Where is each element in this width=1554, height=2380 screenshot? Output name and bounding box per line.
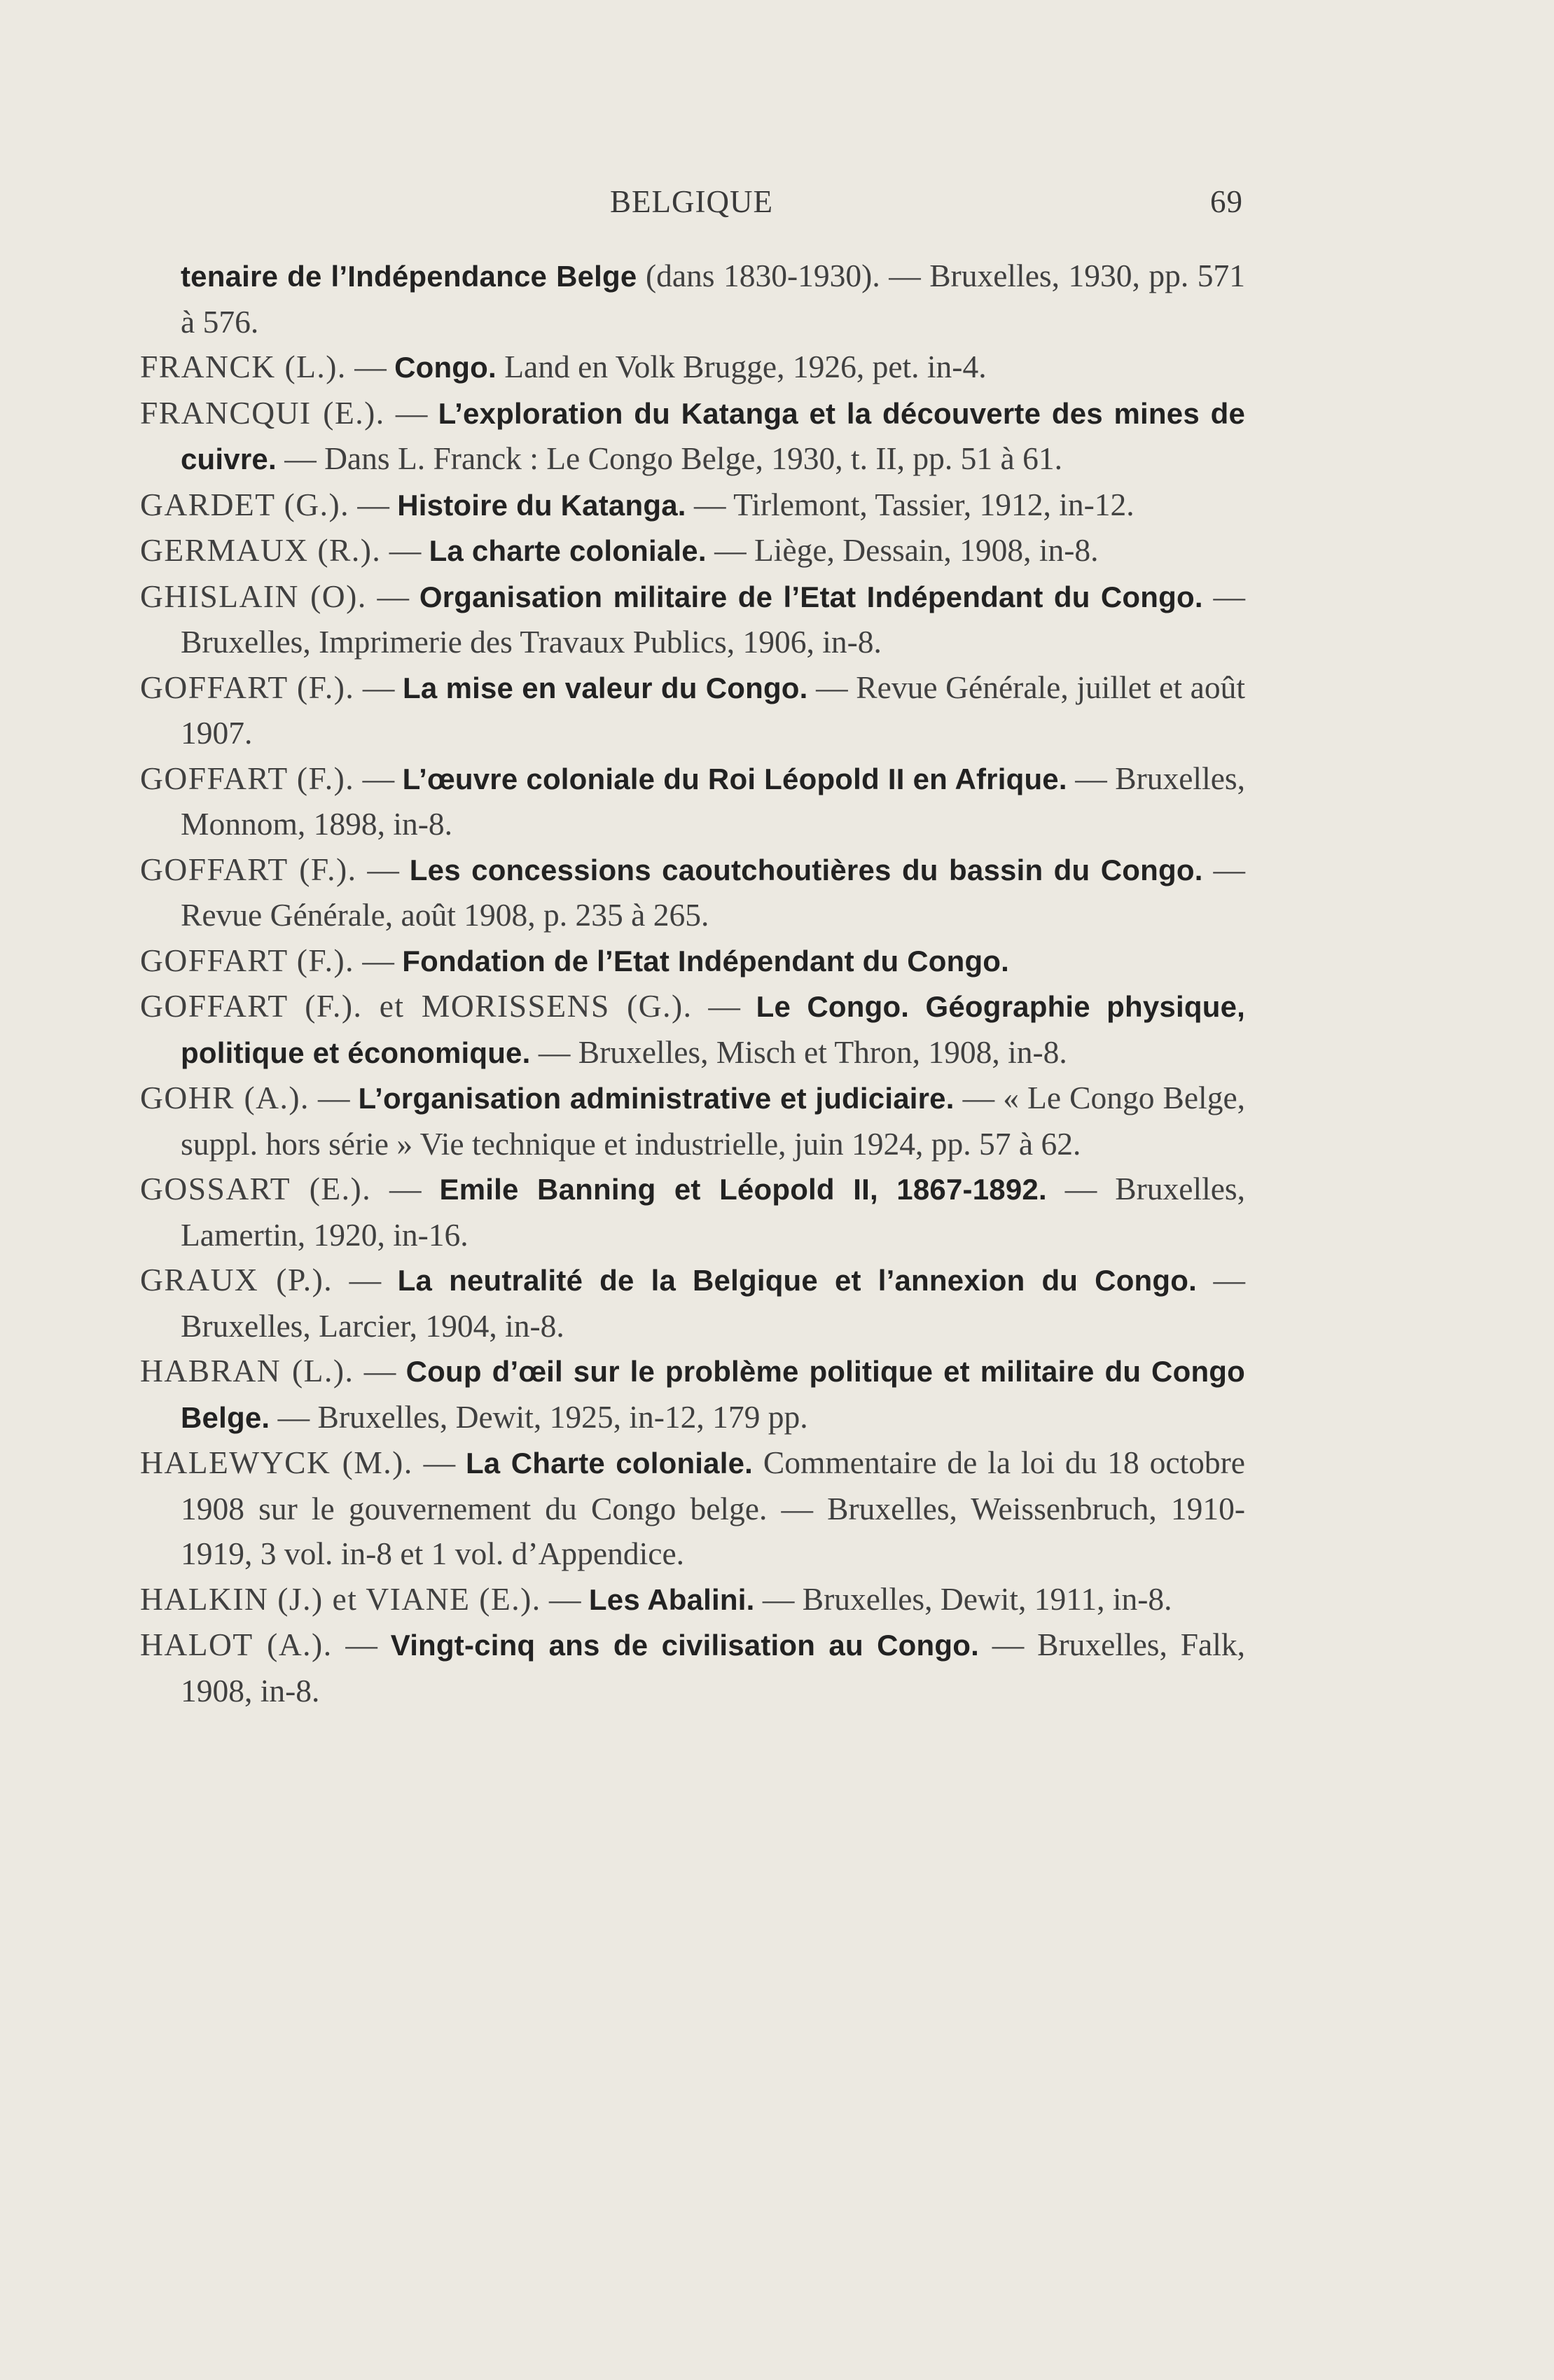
entry-details: — Bruxelles, Lamertin, 1920, in-16. (181, 1171, 1246, 1253)
entry-title: Fondation de l’Etat Indépendant du Congo. (402, 944, 1010, 977)
entry-author: GARDET (G.). (140, 486, 349, 522)
bibliography-entry: GOHR (A.). — L’organisation administrative et judiciaire. — « Le Congo Belge, suppl. hors série » Vie technique et industrielle, juin 1924, pp. 57 à 62. (140, 1080, 1246, 1162)
entry-details: (dans 1830-1930). — Bruxelles, 1930, pp. 571 à 576. (181, 258, 1245, 340)
entry-author: HALEWYCK (M.). (140, 1445, 413, 1480)
bibliography-entry: GOSSART (E.). — Emile Banning et Léopold II, 1867-1892. — Bruxelles, Lamertin, 1920, in-16. (140, 1171, 1246, 1253)
entry-details: Land en Volk Brugge, 1926, pet. in-4. (496, 349, 987, 384)
entry-title: La neutralité de la Belgique et l’annexion du Congo. (397, 1264, 1197, 1297)
entry-title: L’exploration du Katanga et la découverte des mines de cuivre. (181, 396, 1246, 475)
entry-title: L’œuvre coloniale du Roi Léopold II en Afrique. (402, 762, 1067, 795)
entry-details: — Bruxelles, Dewit, 1925, in-12, 179 pp. (270, 1398, 808, 1435)
bibliography-entry: FRANCQUI (E.). — L’exploration du Katanga et la découverte des mines de cuivre. — Dans L. Franck : Le Congo Belge, 1930, t. II, pp. 51 à 61. (140, 394, 1246, 476)
bibliography-entry (140, 253, 1245, 345)
entry-title: Histoire du Katanga. (397, 488, 686, 522)
running-header (140, 183, 1243, 225)
entry-title: Congo. (394, 351, 497, 384)
entry-details: — Liège, Dessain, 1908, in-8. (706, 532, 1099, 568)
running-title: BELGIQUE (610, 184, 773, 219)
entry-author: GOFFART (F.). (140, 669, 355, 705)
bibliography-entry: GOFFART (F.). — L’œuvre coloniale du Roi Léopold II en Afrique. — Bruxelles, Monnom, 1898, in-8. (140, 760, 1245, 842)
page-number: 69 (1210, 184, 1243, 219)
entry-title: La mise en valeur du Congo. (403, 671, 808, 704)
entry-author: GOFFART (F.). (140, 851, 357, 887)
entry-author: HALKIN (J.) et VIANE (E.). (140, 1580, 541, 1617)
entry-title: L’organisation administrative et judiciaire. (358, 1082, 955, 1115)
entry-details: — Dans L. Franck : Le Congo Belge, 1930, t. II, pp. 51 à 61. (276, 440, 1062, 476)
entry-author: GOFFART (F.). (140, 760, 355, 796)
entry-title: Les Abalini. (588, 1582, 755, 1616)
entry-author: FRANCQUI (E.). (140, 394, 385, 431)
entry-details: Commentaire de la loi du 18 octobre 1908 sur le gouvernement du Congo belge. — Bruxelles, Weissenbruch, 1910-1919, 3 vol. in-8 et 1 vol. d’Appendice. (181, 1445, 1245, 1571)
entry-author: GRAUX (P.). (140, 1262, 333, 1297)
entry-author: GOSSART (E.). (140, 1171, 372, 1206)
bibliography-entry: GARDET (G.). — Histoire du Katanga. — Tirlemont, Tassier, 1912, in-12. (140, 486, 1135, 522)
entry-details: — Bruxelles, Falk, 1908, in-8. (181, 1627, 1245, 1709)
bibliography-entry: HALOT (A.). — Vingt-cinq ans de civilisation au Congo. — Bruxelles, Falk, 1908, in-8. (140, 1627, 1245, 1709)
bibliography-list (140, 253, 1245, 1713)
entry-details: — Revue Générale, juillet et août 1907. (181, 669, 1245, 751)
entry-details: — Bruxelles, Larcier, 1904, in-8. (181, 1262, 1246, 1344)
bibliography-entry: GRAUX (P.). — La neutralité de la Belgique et l’annexion du Congo. — Bruxelles, Larcier, 1904, in-8. (140, 1262, 1246, 1344)
entry-title: Emile Banning et Léopold II, 1867-1892. (439, 1173, 1047, 1206)
entry-title: Organisation militaire de l’Etat Indépendant du Congo. (419, 580, 1203, 613)
entry-title: Les concessions caoutchoutières du bassin du Congo. (409, 853, 1203, 886)
entry-title: La Charte coloniale. (465, 1447, 754, 1480)
entry-title: Vingt-cinq ans de civilisation au Congo. (390, 1629, 979, 1662)
entry-author: HALOT (A.). (140, 1627, 333, 1662)
entry-author: FRANCK (L.). (140, 349, 347, 384)
bibliography-entry: GOFFART (F.). — Les concessions caoutchoutières du bassin du Congo. — Revue Générale, août 1908, p. 235 à 265. (140, 851, 1245, 933)
bibliography-entry: GHISLAIN (O). — Organisation militaire de l’Etat Indépendant du Congo. — Bruxelles, Imprimerie des Travaux Publics, 1906, in-8. (140, 578, 1246, 660)
entry-author: GHISLAIN (O). (140, 578, 367, 614)
entry-details: — Bruxelles, Monnom, 1898, in-8. (181, 760, 1245, 842)
entry-title: La charte coloniale. (429, 534, 707, 567)
bibliography-entry: GOFFART (F.). — Fondation de l’Etat Indépendant du Congo. (140, 942, 1010, 978)
bibliography-entry: GOFFART (F.). — La mise en valeur du Congo. — Revue Générale, juillet et août 1907. (140, 669, 1245, 751)
entry-author: GOFFART (F.). et MORISSENS (G.). (140, 988, 693, 1024)
bibliography-entry: FRANCK (L.). — Congo. Land en Volk Brugge, 1926, pet. in-4. (140, 349, 987, 384)
entry-details: — Bruxelles, Misch et Thron, 1908, in-8. (530, 1034, 1067, 1070)
entry-details: — Bruxelles, Imprimerie des Travaux Publics, 1906, in-8. (181, 578, 1246, 660)
entry-author: GOHR (A.). (140, 1080, 310, 1115)
entry-author: GERMAUX (R.). (140, 532, 382, 568)
entry-details: — Revue Générale, août 1908, p. 235 à 265. (181, 851, 1245, 933)
bibliography-entry: GERMAUX (R.). — La charte coloniale. — Liège, Dessain, 1908, in-8. (140, 532, 1099, 568)
entry-title: Le Congo. Géographie physique, politique et économique. (181, 990, 1245, 1069)
bibliography-entry: GOFFART (F.). et MORISSENS (G.). — Le Congo. Géographie physique, politique et économique. — Bruxelles, Misch et Thron, 1908, in-8. (140, 988, 1245, 1070)
entry-details: — Tirlemont, Tassier, 1912, in-12. (686, 486, 1135, 522)
entry-title: Coup d’œil sur le problème politique et militaire du Congo Belge. (181, 1355, 1246, 1434)
bibliography-entry: HALEWYCK (M.). — La Charte coloniale. Commentaire de la loi du 18 octobre 1908 sur le gouvernement du Congo belge. — Bruxelles, Weissenbruch, 1910-1919, 3 vol. in-8 et 1 vol. d’Appendice. (140, 1445, 1245, 1571)
entry-author: HABRAN (L.). (140, 1353, 354, 1389)
entry-author: GOFFART (F.). (140, 942, 354, 978)
entry-title: tenaire de l’Indépendance Belge (181, 260, 637, 293)
bibliography-entry: HABRAN (L.). — Coup d’œil sur le problème politique et militaire du Congo Belge. — Bruxelles, Dewit, 1925, in-12, 179 pp. (140, 1353, 1246, 1435)
entry-details: — « Le Congo Belge, suppl. hors série » Vie technique et industrielle, juin 1924, pp. 57 à 62. (181, 1080, 1246, 1162)
entry-details: — Bruxelles, Dewit, 1911, in-8. (754, 1580, 1172, 1617)
bibliography-entry: HALKIN (J.) et VIANE (E.). — Les Abalini. — Bruxelles, Dewit, 1911, in-8. (140, 1580, 1172, 1617)
